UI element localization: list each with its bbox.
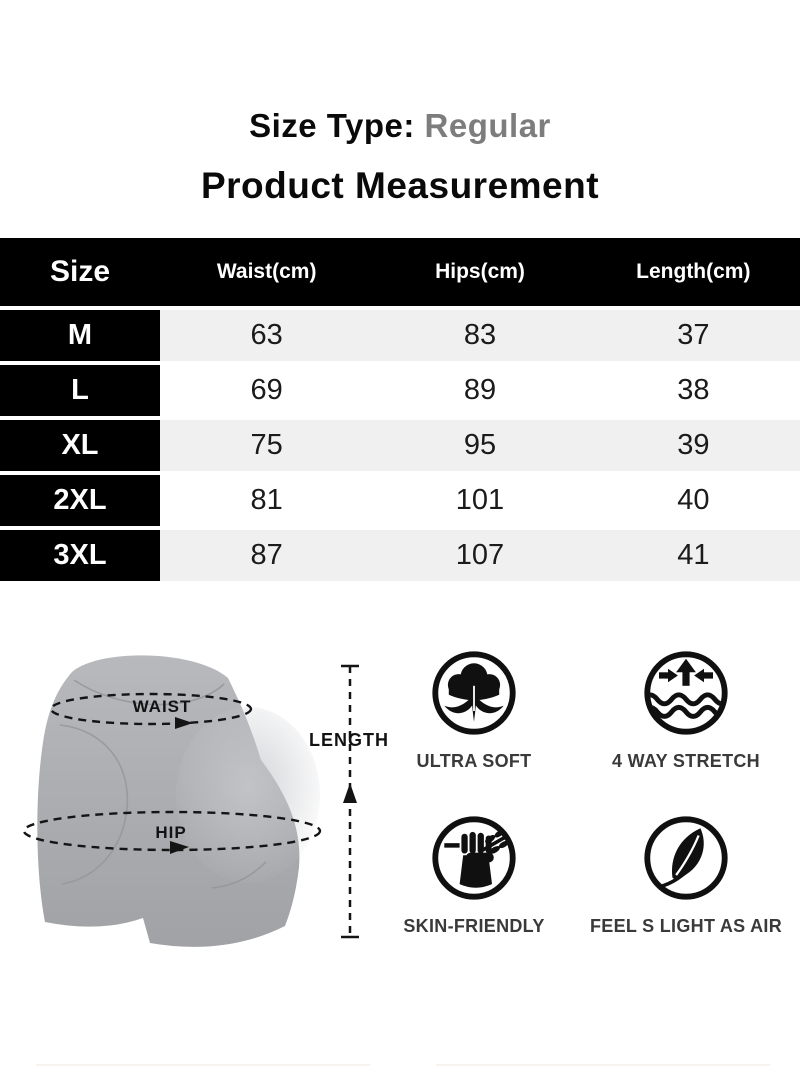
feature-item-skin-friendly [368,813,580,937]
length-value: 37 [587,310,800,361]
size-type-value: Regular [424,107,551,144]
feature-item-ultra-soft [368,648,580,772]
product-measurement-heading: Product Measurement [200,165,600,206]
feather-icon [641,813,731,903]
waist-value: 75 [160,420,373,471]
waist-value: 87 [160,530,373,581]
hips-value: 95 [373,420,586,471]
feature-label: 4 WAY STRETCH [612,751,760,771]
column-header-length: Length(cm) [587,238,800,306]
hips-value: 83 [373,310,586,361]
waist-value: 63 [160,310,373,361]
size-cell: 2XL [0,475,160,526]
hips-value: 107 [373,530,586,581]
size-cell: 3XL [0,530,160,581]
size-cell: L [0,365,160,416]
length-value: 38 [587,365,800,416]
length-value: 41 [587,530,800,581]
page-bottom-divider [36,1064,370,1066]
size-type-label: Size Type: [249,107,415,144]
length-value: 40 [587,475,800,526]
size-type-title [0,108,800,144]
measurement-diagram [0,630,400,970]
column-header-size: Size [0,238,160,306]
hips-value: 101 [373,475,586,526]
cotton-icon [429,648,519,738]
waist-value: 69 [160,365,373,416]
feature-label: SKIN-FRIENDLY [403,916,545,936]
feature-label: ULTRA SOFT [416,751,532,771]
fist-sprig-icon [429,813,519,903]
size-table [0,238,800,581]
column-header-waist: Waist(cm) [160,238,373,306]
feature-label: FEEL S LIGHT AS AIR [589,916,783,936]
stretch-arrows-icon [641,648,731,738]
waist-value: 81 [160,475,373,526]
column-header-hips: Hips(cm) [373,238,586,306]
hip-label: HIP [155,823,187,842]
length-value: 39 [587,420,800,471]
size-cell: M [0,310,160,361]
hips-value: 89 [373,365,586,416]
size-cell: XL [0,420,160,471]
feature-item-light-as-air [580,813,792,937]
waist-label: WAIST [132,697,192,716]
page-bottom-divider [436,1064,770,1066]
length-arrowhead [343,783,357,803]
feature-item-4-way-stretch [580,648,792,772]
length-label: LENGTH [309,730,389,750]
